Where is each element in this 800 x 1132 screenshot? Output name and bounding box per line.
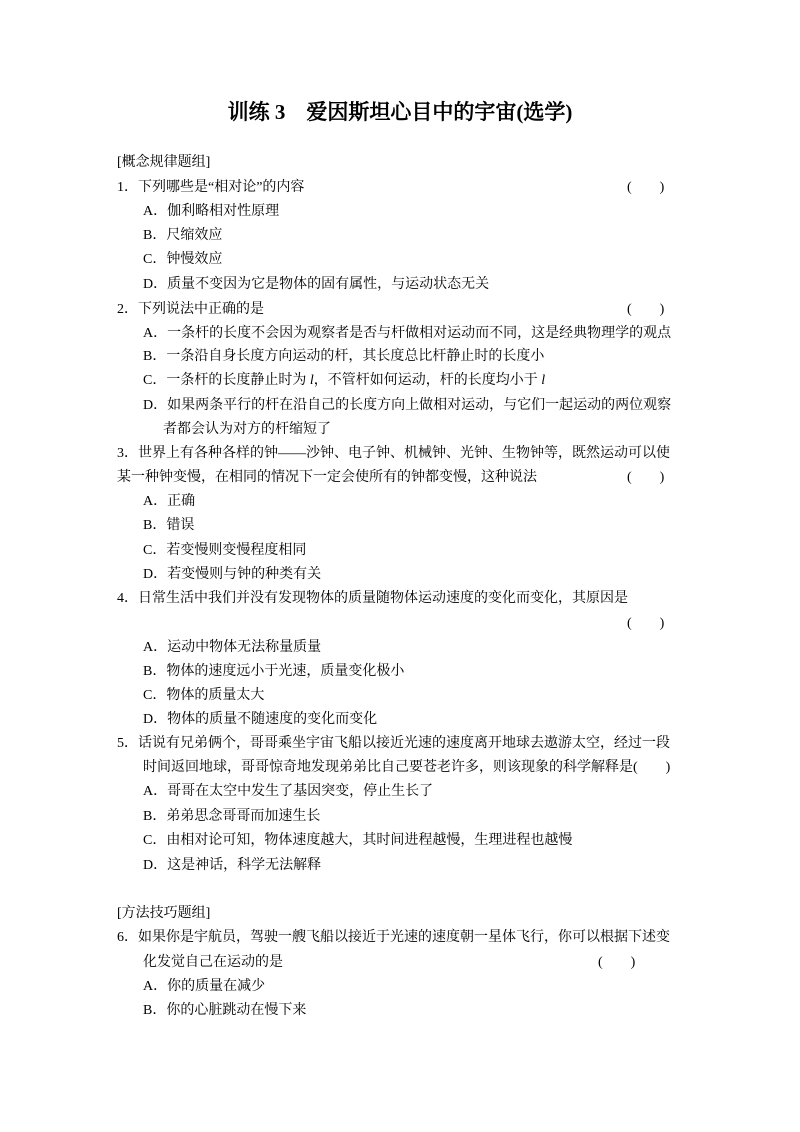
question-2-stem bbox=[117, 300, 264, 320]
question-text: 世界上有各种各样的钟——沙钟、电子钟、机械钟、光钟、生物钟等，既然运动可以使 bbox=[138, 446, 670, 461]
question-number: 2． bbox=[117, 302, 138, 317]
question-2-answer-blank: ( ) bbox=[627, 302, 665, 317]
question-1-answer-blank: ( ) bbox=[627, 180, 665, 195]
section-heading-methods: [方法技巧题组] bbox=[117, 906, 211, 921]
question-5-stem-line-2 bbox=[143, 758, 670, 778]
question-4-option-a: A．运动中物体无法称量质量 bbox=[143, 640, 322, 655]
question-3-stem-line-1 bbox=[117, 444, 670, 464]
question-1-stem bbox=[117, 178, 304, 198]
question-6-stem-line-1 bbox=[117, 928, 670, 948]
question-3-option-c: C．若变慢则变慢程度相同 bbox=[143, 543, 307, 558]
question-4-option-b: B．物体的速度远小于光速，质量变化极小 bbox=[143, 664, 405, 679]
question-5-stem-line-1 bbox=[117, 734, 670, 754]
question-2-option-b: B．一条沿自身长度方向运动的杆，其长度总比杆静止时的长度小 bbox=[143, 349, 545, 364]
question-3-option-a: A．正确 bbox=[143, 494, 196, 509]
option-text: ，不管杆如何运动，杆的长度均小于 bbox=[313, 373, 542, 388]
question-2-option-d-line-2: 者都会认为对方的杆缩短了 bbox=[163, 422, 331, 437]
section-heading-concepts: [概念规律题组] bbox=[117, 155, 211, 170]
question-5-option-a: A．哥哥在太空中发生了基因突变，停止生长了 bbox=[143, 784, 434, 799]
question-1-option-d: D．质量不变因为它是物体的固有属性，与运动状态无关 bbox=[143, 277, 490, 292]
question-number: 5． bbox=[117, 736, 138, 751]
question-number: 1． bbox=[117, 180, 138, 195]
question-6-stem-line-2: 化发觉自己在运动的是 bbox=[143, 955, 283, 970]
variable-l: l bbox=[541, 373, 546, 388]
question-text: 下列说法中正确的是 bbox=[138, 302, 264, 317]
option-text: C．一条杆的长度静止时为 bbox=[143, 373, 310, 388]
question-text: 下列哪些是“相对论”的内容 bbox=[138, 180, 305, 195]
question-1-option-a: A．伽利略相对性原理 bbox=[143, 204, 280, 219]
question-2-option-c bbox=[143, 371, 545, 391]
variable-l: l bbox=[309, 373, 314, 388]
question-3-answer-blank: ( ) bbox=[627, 470, 665, 485]
page-title: 训练 3 爱因斯坦心目中的宇宙(选学) bbox=[227, 100, 573, 124]
question-3-option-b: B．错误 bbox=[143, 518, 195, 533]
question-number: 6． bbox=[117, 930, 138, 945]
question-text: 时间返回地球，哥哥惊奇地发现弟弟比自己要苍老许多，则该现象的科学解释是 bbox=[143, 760, 633, 775]
question-1-option-c: C．钟慢效应 bbox=[143, 252, 223, 267]
question-5-option-d: D．这是神话，科学无法解释 bbox=[143, 858, 322, 873]
question-text: 如果你是宇航员，驾驶一艘飞船以接近于光速的速度朝一星体飞行，你可以根据下述变 bbox=[138, 930, 670, 945]
question-5-option-c: C．由相对论可知，物体速度越大，其时间进程越慢，生理进程也越慢 bbox=[143, 833, 573, 848]
question-3-option-d: D．若变慢则与钟的种类有关 bbox=[143, 567, 322, 582]
question-number: 3． bbox=[117, 446, 138, 461]
question-4-stem bbox=[117, 589, 628, 609]
question-2-option-a: A．一条杆的长度不会因为观察者是否与杆做相对运动而不同，这是经典物理学的观点 bbox=[143, 326, 672, 341]
question-4-answer-blank: ( ) bbox=[627, 616, 665, 631]
question-3-stem-line-2: 某一种钟变慢，在相同的情况下一定会使所有的钟都变慢，这种说法 bbox=[117, 470, 537, 485]
question-6-option-a: A．你的质量在减少 bbox=[143, 979, 266, 994]
question-5-option-b: B．弟弟思念哥哥而加速生长 bbox=[143, 809, 321, 824]
question-text: 日常生活中我们并没有发现物体的质量随物体运动速度的变化而变化，其原因是 bbox=[138, 591, 628, 606]
question-2-option-d-line-1: D．如果两条平行的杆在沿自己的长度方向上做相对运动，与它们一起运动的两位观察 bbox=[143, 398, 672, 413]
question-6-answer-blank: ( ) bbox=[598, 955, 636, 970]
question-1-option-b: B．尺缩效应 bbox=[143, 228, 223, 243]
question-number: 4． bbox=[117, 591, 138, 606]
question-6-option-b: B．你的心脏跳动在慢下来 bbox=[143, 1003, 307, 1018]
question-4-option-d: D．物体的质量不随速度的变化而变化 bbox=[143, 712, 378, 727]
question-5-answer-blank: ( ) bbox=[633, 760, 671, 775]
question-4-option-c: C．物体的质量太大 bbox=[143, 688, 265, 703]
question-text: 话说有兄弟俩个，哥哥乘坐宇宙飞船以接近光速的速度离开地球去遨游太空，经过一段 bbox=[138, 736, 670, 751]
